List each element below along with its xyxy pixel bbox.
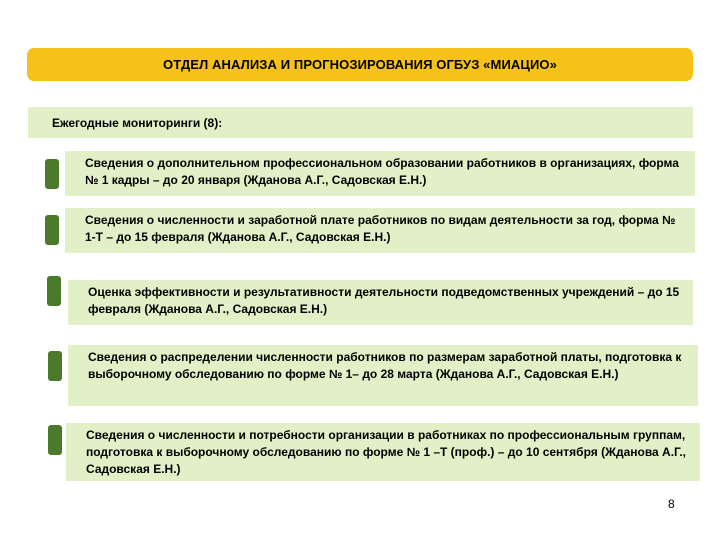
list-item-text: Сведения о дополнительном профессиональном образовании работников в организациях, форма № 1 кадры – до 20 января (Жданова А.Г., Садовская Е.Н.) bbox=[85, 156, 679, 187]
bullet-marker-3 bbox=[47, 276, 61, 306]
header-banner bbox=[27, 48, 693, 81]
list-item-text: Сведения о численности и заработной плате работников по видам деятельности за год, форма № 1-Т – до 15 февраля (Жданова А.Г., Садовская Е.Н.) bbox=[85, 213, 676, 244]
bullet-marker-5 bbox=[48, 425, 62, 455]
list-item bbox=[68, 345, 698, 406]
section-title: Ежегодные мониторинги (8): bbox=[52, 115, 223, 130]
page-number: 8 bbox=[668, 497, 675, 511]
list-item bbox=[65, 151, 695, 196]
list-item bbox=[65, 208, 695, 253]
bullet-marker-1 bbox=[45, 159, 59, 189]
bullet-marker-4 bbox=[48, 351, 62, 381]
list-item bbox=[68, 280, 693, 325]
section-header bbox=[28, 107, 693, 138]
page-title: ОТДЕЛ АНАЛИЗА И ПРОГНОЗИРОВАНИЯ ОГБУЗ «МИАЦИО» bbox=[163, 57, 557, 72]
list-item-text: Сведения о численности и потребности организации в работниках по профессиональным группам, подготовка к выборочному обследованию по форме № 1 –Т (проф.) – до 10 сентября (Жданова А.Г., Садовская Е.Н.) bbox=[86, 428, 687, 476]
list-item-text: Сведения о распределении численности работников по размерам заработной платы, подготовка к выборочному обследованию по форме № 1– до 28 марта (Жданова А.Г., Садовская Е.Н.) bbox=[88, 350, 682, 381]
bullet-marker-2 bbox=[45, 215, 59, 245]
list-item bbox=[66, 423, 700, 481]
list-item-text: Оценка эффективности и результативности деятельности подведомственных учреждений – до 15 февраля (Жданова А.Г., Садовская Е.Н.) bbox=[88, 285, 680, 316]
